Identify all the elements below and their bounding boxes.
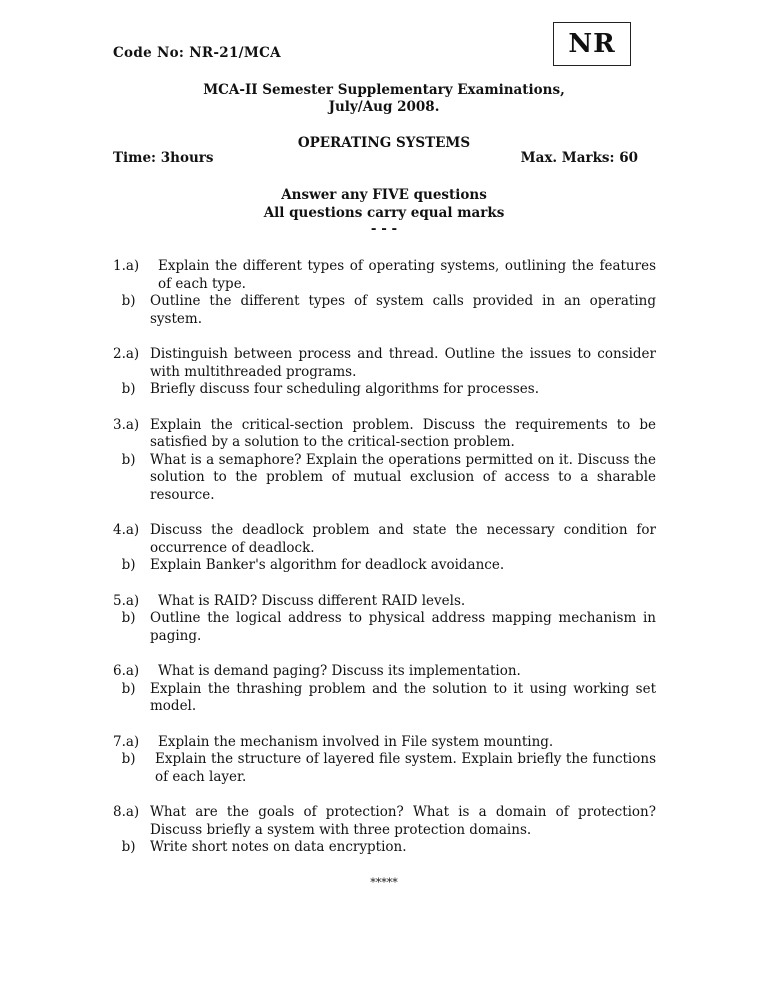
question-text: Explain the mechanism involved in File system mounting. bbox=[158, 733, 554, 750]
question-label: b) bbox=[113, 451, 136, 468]
question-item bbox=[113, 734, 656, 752]
question-item bbox=[113, 417, 656, 452]
question-item bbox=[113, 804, 656, 839]
separator: - - - bbox=[370, 221, 398, 237]
question-text: What is a semaphore? Explain the operations permitted on it. Discuss the solution to the problem of mutual exclusion of access to a sharable resource. bbox=[150, 451, 656, 503]
question-label: b) bbox=[113, 293, 136, 309]
question-item bbox=[113, 610, 656, 645]
question-text: What is demand paging? Discuss its implementation. bbox=[158, 663, 521, 679]
question-item bbox=[113, 293, 656, 328]
question-label: b) bbox=[113, 839, 136, 855]
question-text: Distinguish between process and thread. Outline the issues to consider with multithreaded programs. bbox=[150, 346, 656, 380]
question-label: b) bbox=[113, 381, 136, 397]
instruction-answer: Answer any FIVE questions bbox=[281, 187, 487, 203]
code-number: Code No: NR-21/MCA bbox=[113, 45, 281, 61]
question-item bbox=[113, 681, 656, 716]
question-text: What is RAID? Discuss different RAID levels. bbox=[158, 592, 466, 609]
question-item bbox=[113, 557, 656, 575]
question-text: Explain the critical-section problem. Discuss the requirements to be satisfied by a solution to the critical-section problem. bbox=[150, 416, 656, 450]
time-label: Time: 3hours bbox=[113, 150, 214, 166]
question-text: Explain the different types of operating systems, outlining the features of each type. bbox=[158, 258, 656, 292]
question-text: Briefly discuss four scheduling algorithms for processes. bbox=[150, 381, 539, 397]
question-text: What are the goals of protection? What is a domain of protection? Discuss briefly a system with three protection domains. bbox=[150, 804, 656, 838]
max-marks-label: Max. Marks: 60 bbox=[520, 150, 638, 166]
question-label: 3.a) bbox=[113, 416, 140, 433]
question-item bbox=[113, 751, 656, 786]
question-label: b) bbox=[113, 557, 136, 573]
question-label: b) bbox=[113, 610, 136, 626]
question-item bbox=[113, 346, 656, 381]
nr-badge: NR bbox=[553, 22, 631, 66]
question-text: Explain Banker's algorithm for deadlock avoidance. bbox=[150, 557, 505, 573]
question-item bbox=[113, 839, 656, 857]
question-label: 6.a) bbox=[113, 663, 140, 679]
question-label: 2.a) bbox=[113, 346, 140, 362]
time-marks-row bbox=[113, 150, 638, 166]
question-label: 8.a) bbox=[113, 804, 140, 820]
question-text: Outline the logical address to physical address mapping mechanism in paging. bbox=[150, 610, 656, 644]
question-text: Explain the structure of layered file system. Explain briefly the functions of each layer. bbox=[155, 751, 656, 785]
question-label: 7.a) bbox=[113, 733, 140, 750]
question-label: b) bbox=[113, 680, 136, 697]
question-item bbox=[113, 663, 656, 681]
question-item bbox=[113, 522, 656, 557]
question-item bbox=[113, 593, 656, 611]
instruction-marks: All questions carry equal marks bbox=[263, 205, 505, 221]
question-item bbox=[113, 258, 656, 293]
exam-title: MCA-II Semester Supplementary Examinations, bbox=[203, 82, 565, 98]
question-text: Discuss the deadlock problem and state the necessary condition for occurrence of deadlock. bbox=[150, 522, 656, 556]
question-label: 4.a) bbox=[113, 522, 140, 538]
question-text: Outline the different types of system calls provided in an operating system. bbox=[150, 293, 656, 327]
question-text: Write short notes on data encryption. bbox=[150, 839, 407, 855]
exam-date: July/Aug 2008. bbox=[328, 99, 440, 115]
question-text: Explain the thrashing problem and the solution to it using working set model. bbox=[150, 680, 656, 714]
question-label: 5.a) bbox=[113, 592, 140, 609]
subject-title: OPERATING SYSTEMS bbox=[297, 135, 471, 151]
question-label: 1.a) bbox=[113, 258, 140, 274]
question-item bbox=[113, 381, 656, 399]
question-label: b) bbox=[113, 751, 136, 767]
question-list bbox=[113, 258, 656, 857]
question-item bbox=[113, 452, 656, 505]
end-marker: ***** bbox=[370, 876, 398, 889]
